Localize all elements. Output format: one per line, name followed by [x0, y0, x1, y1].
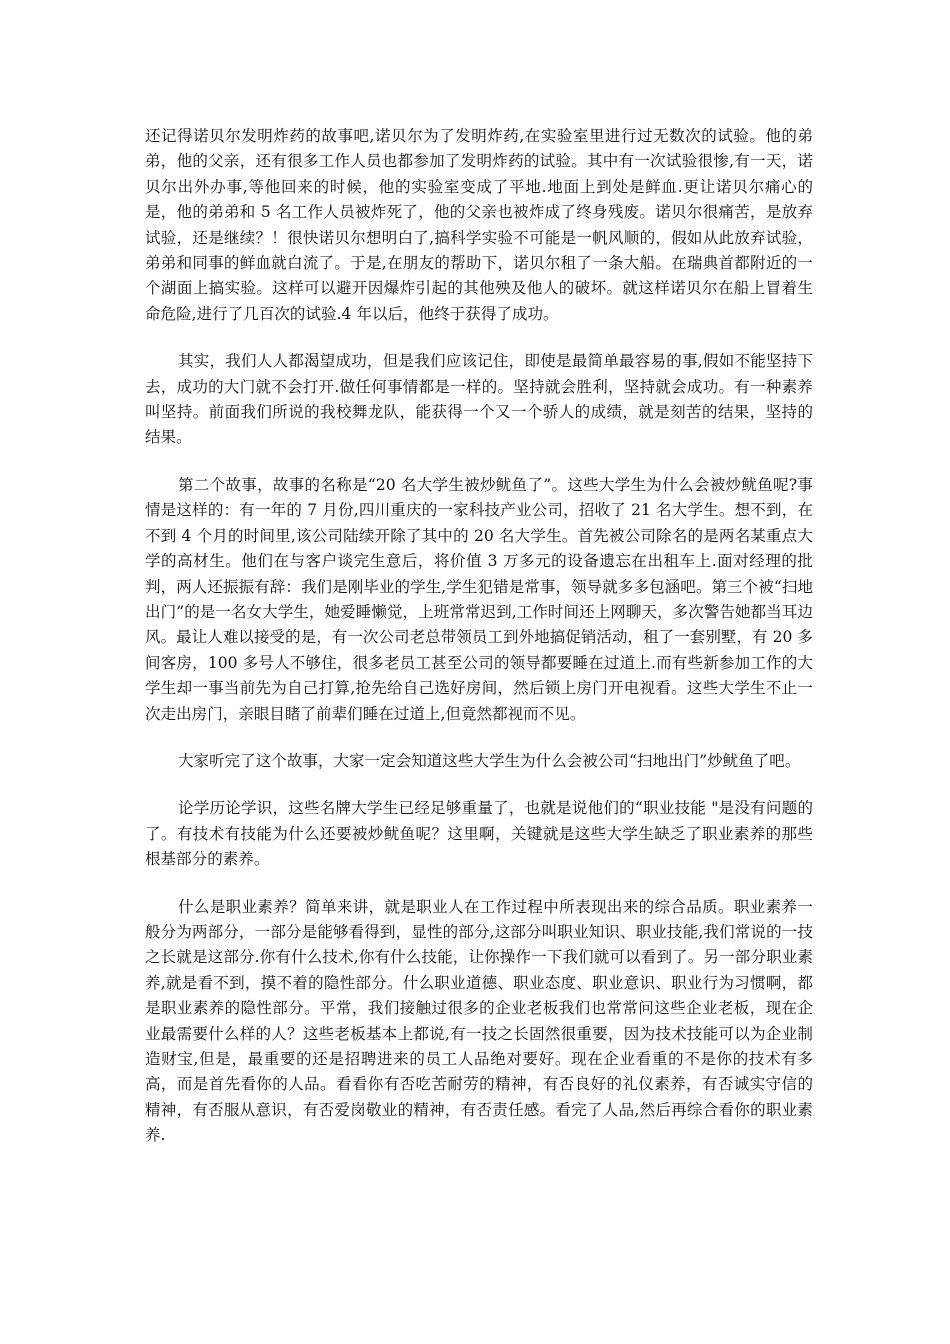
paragraph-skills-analysis: 论学历论学识，这些名牌大学生已经足够重量了，也就是说他们的“职业技能 "是没有问题的了。有技术有技能为什么还要被炒鱿鱼呢？这里啊，关键就是这些大学生缺乏了职业素养的那些根基部分的素养。 — [145, 799, 813, 869]
paragraph-second-story: 第二个故事，故事的名称是“20 名大学生被炒鱿鱼了”。这些大学生为什么会被炒鱿鱼呢?事情是这样的：有一年的 7 月份,四川重庆的一家科技产业公司，招收了 21 名大学生。想不到，在不到 4 个月的时间里,该公司陆续开除了其中的 20 名大学生。首先被公司除名的是两名某重点大学的高材生。他们在与客户谈完生意后，将价值 3 万多元的设备遗忘在出租车上.面对经理的批判，两人还振振有辞：我们是刚毕业的学生,学生犯错是常事，领导就多多包涵吧。第三个被“扫地出门”的是一名女大学生，她爱睡懒觉，上班常常迟到,工作时间还上网聊天，多次警告她都当耳边风。最让人难以接受的是，有一次公司老总带领员工到外地搞促销活动，租了一套别墅，有 20 多间客房，100 多号人不够住，很多老员工甚至公司的领导都要睡在过道上.而有些新参加工作的大学生却一事当前先为自己打算,抢先给自己选好房间，然后锁上房门开电视看。这些大学生不止一次走出房门，亲眼目睹了前辈们睡在过道上,但竟然都视而不见。 — [145, 475, 813, 723]
document-body — [145, 124, 813, 1171]
paragraph-nobel-story: 还记得诺贝尔发明炸药的故事吧,诺贝尔为了发明炸药,在实验室里进行过无数次的试验。他的弟弟，他的父亲，还有很多工作人员也都参加了发明炸药的试验。其中有一次试验很惨,有一天，诺贝尔出外办事,等他回来的时候，他的实验室变成了平地.地面上到处是鲜血.更让诺贝尔痛心的是，他的弟弟和 5 名工作人员被炸死了，他的父亲也被炸成了终身残废。诺贝尔很痛苦，是放弃试验，还是继续？！很快诺贝尔想明白了,搞科学实验不可能是一帆风顺的，假如从此放弃试验，弟弟和同事的鲜血就白流了。于是,在朋友的帮助下，诺贝尔租了一条大船。在瑞典首都附近的一个湖面上搞实验。这样可以避开因爆炸引起的其他殃及他人的破坏。就这样诺贝尔在船上冒着生命危险,进行了几百次的试验.4 年以后，他终于获得了成功。 — [145, 127, 813, 323]
paragraph-professional-quality: 什么是职业素养？简单来讲，就是职业人在工作过程中所表现出来的综合品质。职业素养一般分为两部分，一部分是能够看得到，显性的部分,这部分叫职业知识、职业技能,我们常说的一技之长就是这部分.你有什么技术,你有什么技能，让你操作一下我们就可以看到了。另一部分职业素养,就是看不到，摸不着的隐性部分。什么职业道德、职业态度、职业意识、职业行为习惯啊，都是职业素养的隐性部分。平常，我们接触过很多的企业老板我们也常常问这些企业老板，现在企业最需要什么样的人？这些老板基本上都说,有一技之长固然很重要，因为技术技能可以为企业制造财宝,但是，最重要的还是招聘进来的员工人品绝对要好。现在企业看重的不是你的技术有多高，而是首先看你的人品。看看你有否吃苦耐劳的精神，有否良好的礼仪素养，有否诚实守信的精神，有否服从意识，有否爱岗敬业的精神，有否责任感。看完了人品,然后再综合看你的职业素养. — [145, 897, 813, 1145]
paragraph-story-conclusion: 大家听完了这个故事，大家一定会知道这些大学生为什么会被公司“扫地出门”炒鱿鱼了吧。 — [178, 751, 801, 770]
paragraph-persistence: 其实，我们人人都渴望成功，但是我们应该记住，即使是最简单最容易的事,假如不能坚持下去，成功的大门就不会打开.做任何事情都是一样的。坚持就会胜利，坚持就会成功。有一种素养叫坚持。前面我们所说的我校舞龙队，能获得一个又一个骄人的成绩，就是刻苦的结果，坚持的结果。 — [145, 352, 813, 447]
